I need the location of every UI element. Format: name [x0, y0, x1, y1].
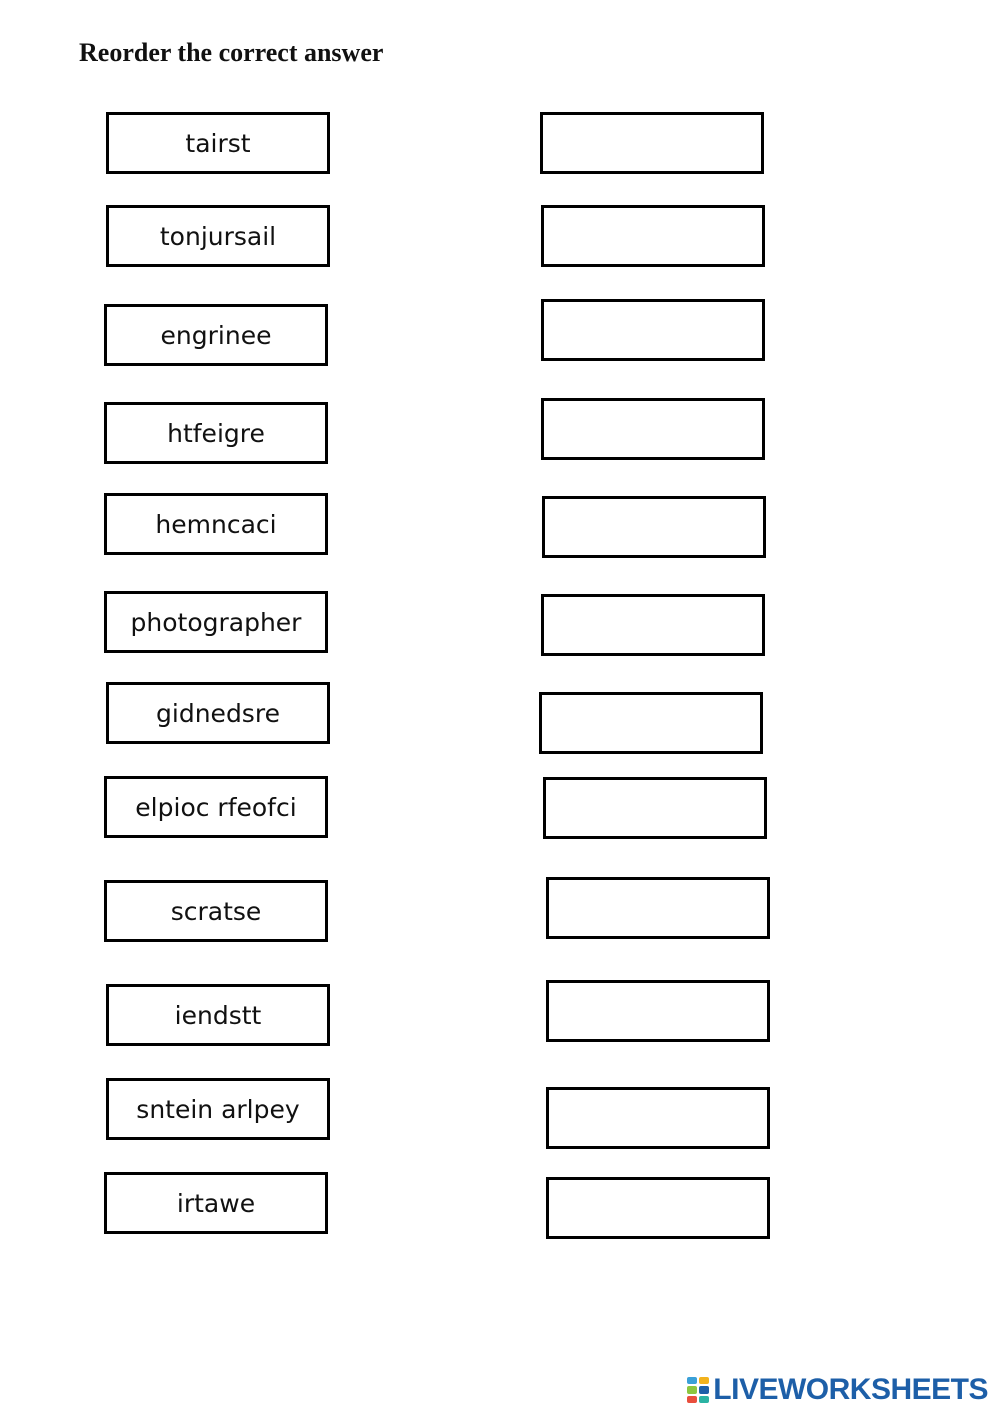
answer-input-10[interactable]: [546, 980, 770, 1042]
scrambled-word-box: tonjursail: [106, 205, 330, 267]
answer-input-5[interactable]: [542, 496, 766, 558]
answer-input-11[interactable]: [546, 1087, 770, 1149]
answer-input-7[interactable]: [539, 692, 763, 754]
scrambled-word-box: tairst: [106, 112, 330, 174]
answer-input-1[interactable]: [540, 112, 764, 174]
answer-input-12[interactable]: [546, 1177, 770, 1239]
scrambled-word-box: gidnedsre: [106, 682, 330, 744]
scrambled-word-box: photographer: [104, 591, 328, 653]
liveworksheets-logo: [687, 1375, 988, 1405]
answer-input-9[interactable]: [546, 877, 770, 939]
scrambled-word-box: iendstt: [106, 984, 330, 1046]
scrambled-word-box: engrinee: [104, 304, 328, 366]
answer-input-3[interactable]: [541, 299, 765, 361]
answer-input-2[interactable]: [541, 205, 765, 267]
page-title: Reorder the correct answer: [79, 38, 384, 67]
liveworksheets-logo-icon: [687, 1377, 709, 1403]
scrambled-word-box: hemncaci: [104, 493, 328, 555]
answer-input-8[interactable]: [543, 777, 767, 839]
answer-input-4[interactable]: [541, 398, 765, 460]
scrambled-word-box: htfeigre: [104, 402, 328, 464]
logo-text: LIVEWORKSHEETS: [713, 1373, 988, 1406]
scrambled-word-box: sntein arlpey: [106, 1078, 330, 1140]
scrambled-word-box: elpioc rfeofci: [104, 776, 328, 838]
answer-input-6[interactable]: [541, 594, 765, 656]
scrambled-word-box: scratse: [104, 880, 328, 942]
scrambled-word-box: irtawe: [104, 1172, 328, 1234]
